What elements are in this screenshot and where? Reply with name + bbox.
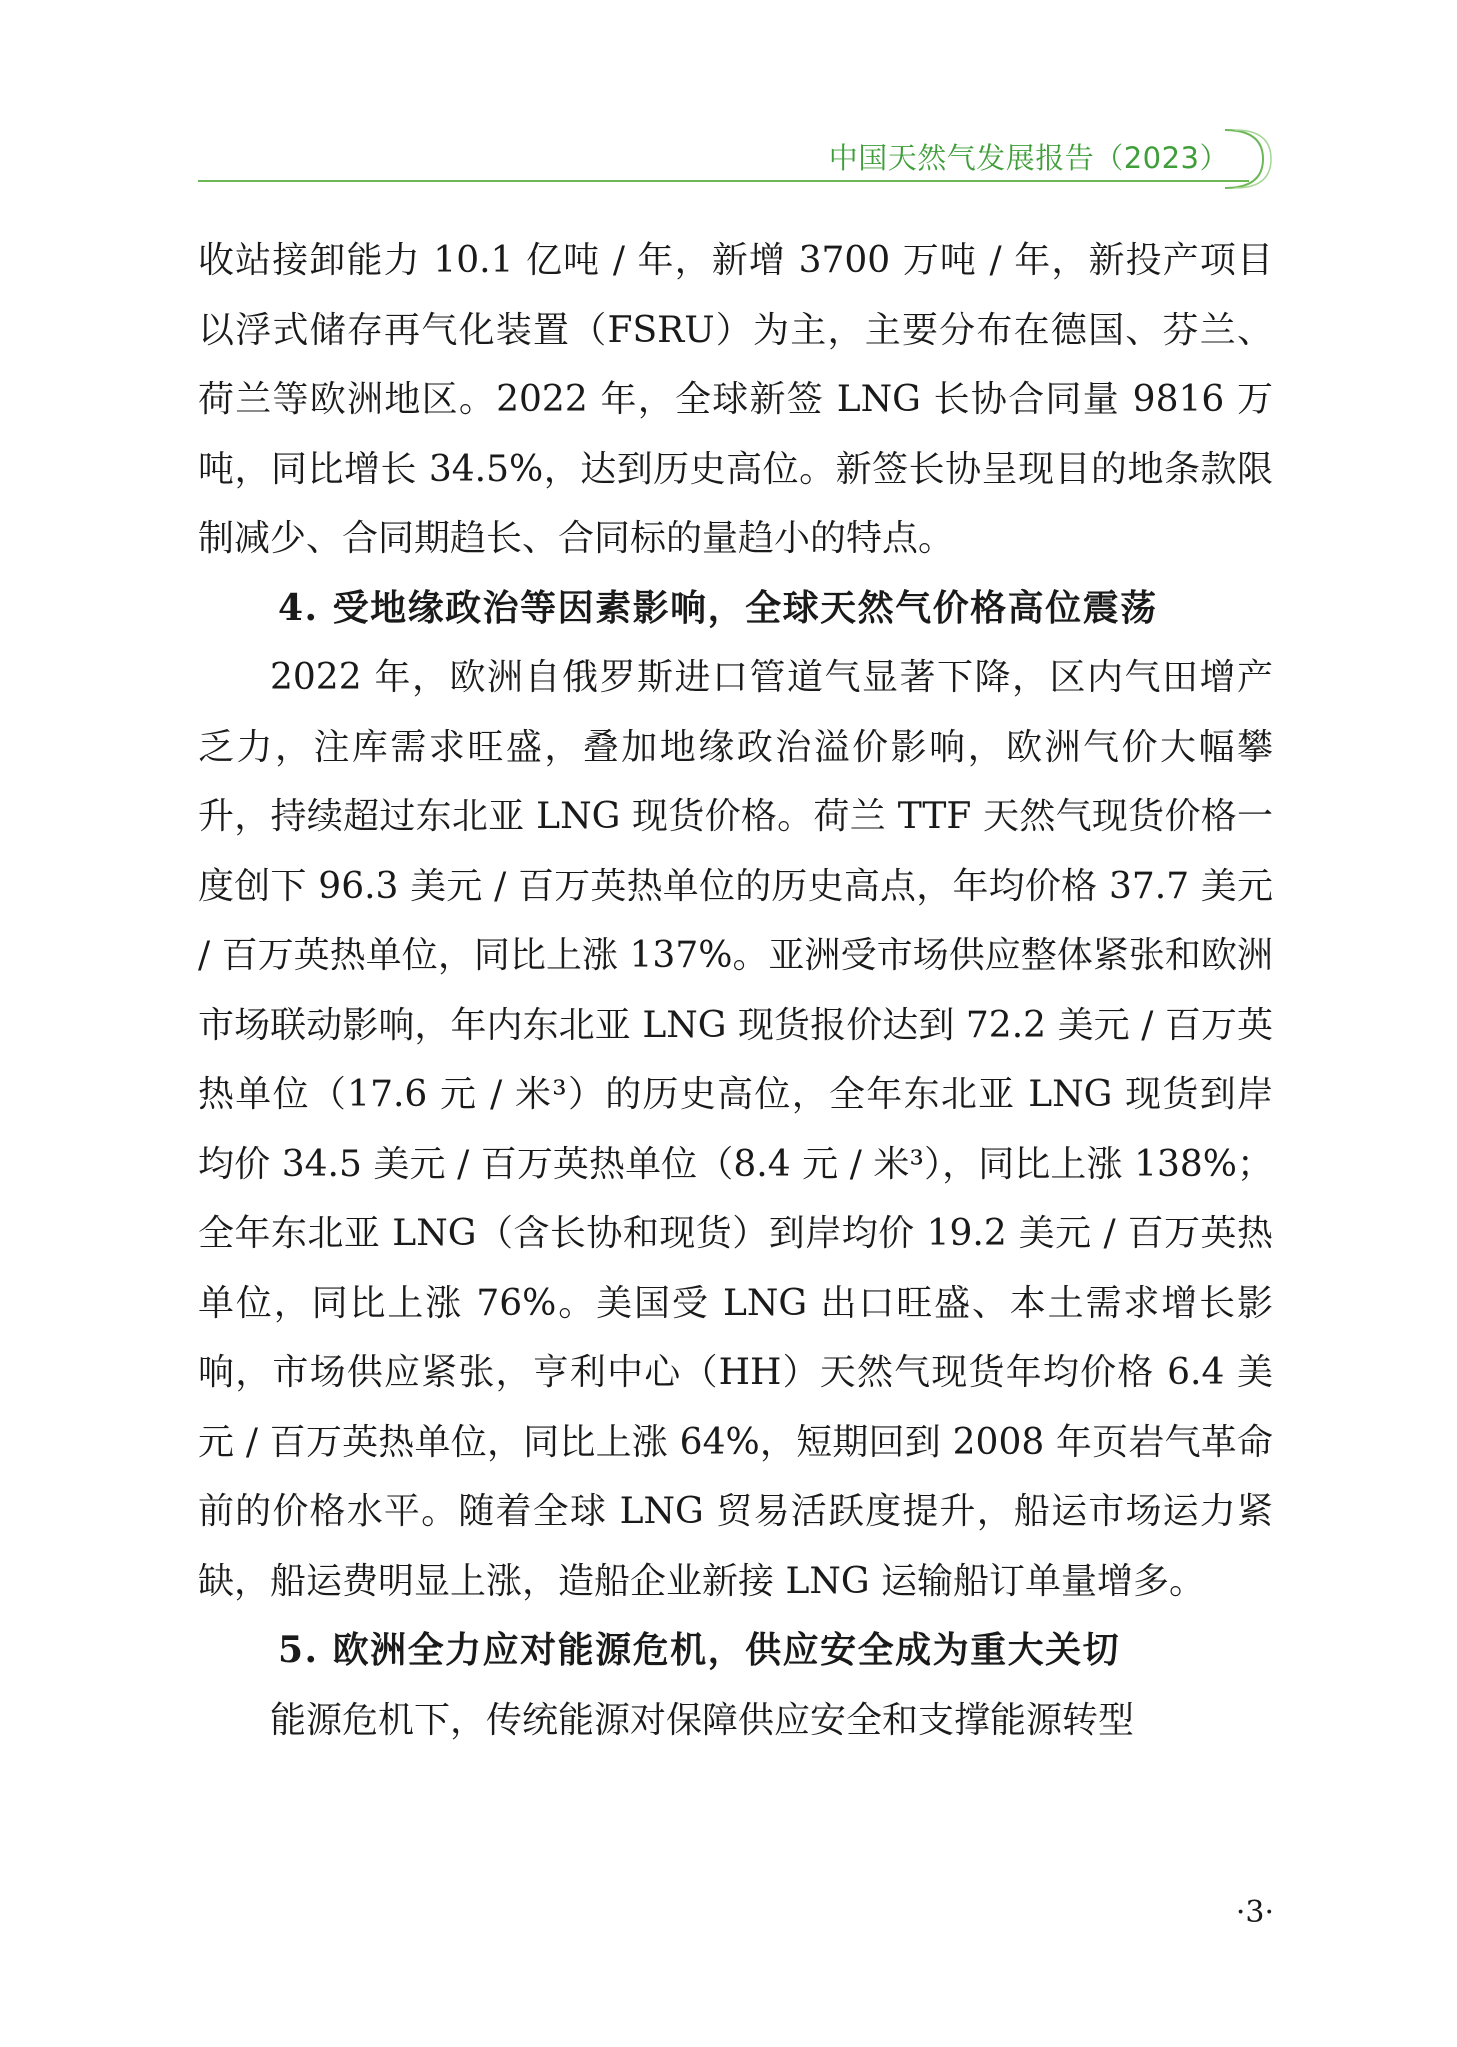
- paragraph-lng-contracts: 收站接卸能力 10.1 亿吨 / 年，新增 3700 万吨 / 年，新投产项目以浮式储存再气化装置（FSRU）为主，主要分布在德国、芬兰、荷兰等欧洲地区。2022 年，全球新签 LNG 长协合同量 9816 万吨，同比增长 34.5%，达到历史高位。新签长协呈现目的地条款限制减少、合同期趋长、合同标的量趋小的特点。: [198, 240, 1273, 559]
- page-number: ·3·: [1235, 1895, 1274, 1930]
- section-heading-5: 5. 欧洲全力应对能源危机，供应安全成为重大关切: [278, 1629, 1121, 1671]
- main-content: [198, 226, 1273, 1755]
- paragraph-gas-prices: 2022 年，欧洲自俄罗斯进口管道气显著下降，区内气田增产乏力，注库需求旺盛，叠加地缘政治溢价影响，欧洲气价大幅攀升，持续超过东北亚 LNG 现货价格。荷兰 TTF 天然气现货价格一度创下 96.3 美元 / 百万英热单位的历史高点，年均价格 37.7 美元 / 百万英热单位，同比上涨 137%。亚洲受市场供应整体紧张和欧洲市场联动影响，年内东北亚 LNG 现货报价达到 72.2 美元 / 百万英热单位（17.6 元 / 米³）的历史高位，全年东北亚 LNG 现货到岸均价 34.5 美元 / 百万英热单位（8.4 元 / 米³），同比上涨 138%；全年东北亚 LNG（含长协和现货）到岸均价 19.2 美元 / 百万英热单位，同比上涨 76%。美国受 LNG 出口旺盛、本土需求增长影响，市场供应紧张，亨利中心（HH）天然气现货年均价格 6.4 美元 / 百万英热单位，同比上涨 64%，短期回到 2008 年页岩气革命前的价格水平。随着全球 LNG 贸易活跃度提升，船运市场运力紧缺，船运费明显上涨，造船企业新接 LNG 运输船订单量增多。: [198, 657, 1273, 1602]
- section-heading-4: 4. 受地缘政治等因素影响，全球天然气价格高位震荡: [278, 586, 1158, 629]
- page-header: [198, 128, 1273, 192]
- header-title: 中国天然气发展报告（2023）: [828, 141, 1229, 175]
- header-arc-decoration: [1217, 128, 1273, 190]
- paragraph-energy-crisis: 能源危机下，传统能源对保障供应安全和支撑能源转型: [270, 1699, 1135, 1741]
- header-rule: [198, 180, 1249, 182]
